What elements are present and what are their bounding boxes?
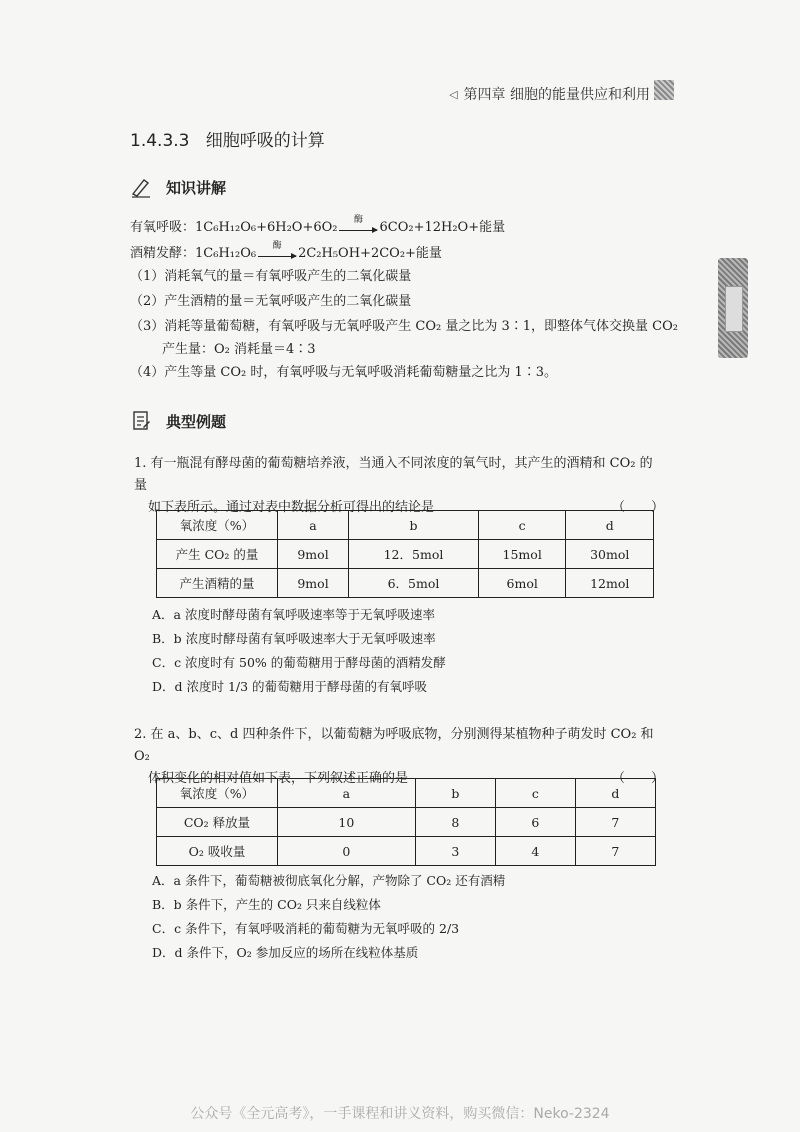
point-3-cont: 产生量：O₂ 消耗量＝4∶3	[162, 342, 316, 357]
table-row	[157, 808, 656, 837]
table-row	[157, 569, 654, 598]
answer-blank: （ ）	[611, 771, 664, 786]
table-cell: 产生酒精的量	[157, 569, 278, 598]
table-header-cell: b	[349, 511, 479, 540]
enzyme-label: 酶	[272, 241, 282, 251]
table-cell: 7	[575, 837, 655, 866]
table-row	[157, 837, 656, 866]
q2-option-a: A．a 条件下，葡萄糖被彻底氧化分解，产物除了 CO₂ 还有酒精	[152, 873, 506, 888]
aerobic-rhs: 6CO₂+12H₂O+能量	[379, 220, 506, 235]
aerobic-label: 有氧呼吸：	[130, 220, 196, 235]
table-header-row	[157, 511, 654, 540]
fermentation-lhs: 1C₆H₁₂O₆	[195, 246, 257, 261]
section-title	[130, 126, 325, 151]
question-2-line-2: 体积变化的相对值如下表，下列叙述正确的是	[148, 771, 409, 786]
question-1-table	[156, 510, 654, 598]
table-cell: 12．5mol	[349, 540, 479, 569]
table-header-cell: c	[495, 779, 575, 808]
table-header-row	[157, 779, 656, 808]
section-name: 细胞呼吸的计算	[205, 131, 325, 151]
section-number: 1.4.3.3	[130, 131, 190, 151]
q2-option-c: C．c 条件下，有氧呼吸消耗的葡萄糖为无氧呼吸的 2/3	[152, 921, 460, 936]
q1-option-d: D．d 浓度时 1/3 的葡萄糖用于酵母菌的有氧呼吸	[152, 679, 428, 694]
table-cell: O₂ 吸收量	[157, 837, 278, 866]
point-1: （1）消耗氧气的量＝有氧呼吸产生的二氧化碳量	[130, 269, 412, 284]
aerobic-lhs: 1C₆H₁₂O₆+6H₂O+6O₂	[195, 220, 338, 235]
knowledge-heading	[130, 176, 226, 198]
table-cell: 6	[495, 808, 575, 837]
table-cell: 6mol	[478, 569, 566, 598]
table-cell: 产生 CO₂ 的量	[157, 540, 278, 569]
table-header-cell: 氧浓度（%）	[157, 779, 278, 808]
examples-heading-text: 典型例题	[166, 412, 227, 431]
answer-blank: （ ）	[611, 500, 664, 515]
table-cell: 9mol	[278, 569, 349, 598]
table-header-cell: d	[566, 511, 654, 540]
fermentation-equation	[130, 241, 442, 263]
point-2: （2）产生酒精的量＝无氧呼吸产生的二氧化碳量	[130, 294, 412, 309]
q2-option-b: B．b 条件下，产生的 CO₂ 只来自线粒体	[152, 897, 381, 912]
q1-option-b: B．b 浓度时酵母菌有氧呼吸速率大于无氧呼吸速率	[152, 631, 436, 646]
aerobic-equation	[130, 215, 506, 237]
table-cell: 10	[278, 808, 416, 837]
q1-option-c: C．c 浓度时有 50% 的葡萄糖用于酵母菌的酒精发酵	[152, 655, 446, 670]
knowledge-heading-text: 知识讲解	[166, 178, 227, 197]
table-cell: 3	[415, 837, 495, 866]
document-icon	[130, 410, 152, 432]
table-header-cell: a	[278, 779, 416, 808]
question-2-table	[156, 778, 656, 866]
table-cell: 6．5mol	[349, 569, 479, 598]
enzyme-label: 酶	[353, 215, 363, 225]
fermentation-label: 酒精发酵：	[130, 246, 196, 261]
chapter-header	[449, 84, 650, 104]
fermentation-rhs: 2C₂H₅OH+2CO₂+能量	[298, 246, 442, 261]
pencil-icon	[130, 176, 152, 198]
point-3: （3）消耗等量葡萄糖，有氧呼吸与无氧呼吸产生 CO₂ 量之比为 3∶1，即整体气体交换量 CO₂	[130, 319, 678, 334]
table-cell: 12mol	[566, 569, 654, 598]
chapter-badge-icon	[654, 80, 674, 100]
table-cell: 0	[278, 837, 416, 866]
point-4: （4）产生等量 CO₂ 时，有氧呼吸与无氧呼吸消耗葡萄糖量之比为 1∶3。	[130, 365, 558, 380]
table-cell: 8	[415, 808, 495, 837]
chapter-title: 第四章 细胞的能量供应和利用	[463, 87, 650, 103]
reaction-arrow	[339, 215, 377, 231]
table-header-cell: d	[575, 779, 655, 808]
question-1-line-2: 如下表所示。通过对表中数据分析可得出的结论是	[148, 500, 435, 515]
table-row	[157, 540, 654, 569]
footer-watermark: 公众号《全元高考》，一手课程和讲义资料，购买微信：Neko-2324	[190, 1106, 610, 1122]
q1-option-a: A．a 浓度时酵母菌有氧呼吸速率等于无氧呼吸速率	[152, 607, 435, 622]
table-cell: 9mol	[278, 540, 349, 569]
table-cell: 15mol	[478, 540, 566, 569]
table-cell: 4	[495, 837, 575, 866]
q2-option-d: D．d 条件下，O₂ 参加反应的场所在线粒体基质	[152, 945, 419, 960]
reaction-arrow	[258, 241, 296, 257]
triangle-left-icon: ◁	[449, 87, 458, 101]
table-header-cell: b	[415, 779, 495, 808]
question-1-line-1: 1. 有一瓶混有酵母菌的葡萄糖培养液，当通入不同浓度的氧气时，其产生的酒精和 CO₂ 的量	[134, 456, 653, 493]
table-cell: 30mol	[566, 540, 654, 569]
table-cell: CO₂ 释放量	[157, 808, 278, 837]
table-header-cell: a	[278, 511, 349, 540]
side-tab-marker	[718, 258, 748, 358]
table-header-cell: 氧浓度（%）	[157, 511, 278, 540]
table-cell: 7	[575, 808, 655, 837]
examples-heading	[130, 410, 226, 432]
question-2-line-1: 2. 在 a、b、c、d 四种条件下，以葡萄糖为呼吸底物，分别测得某植物种子萌发时 CO₂ 和 O₂	[134, 727, 654, 764]
table-header-cell: c	[478, 511, 566, 540]
